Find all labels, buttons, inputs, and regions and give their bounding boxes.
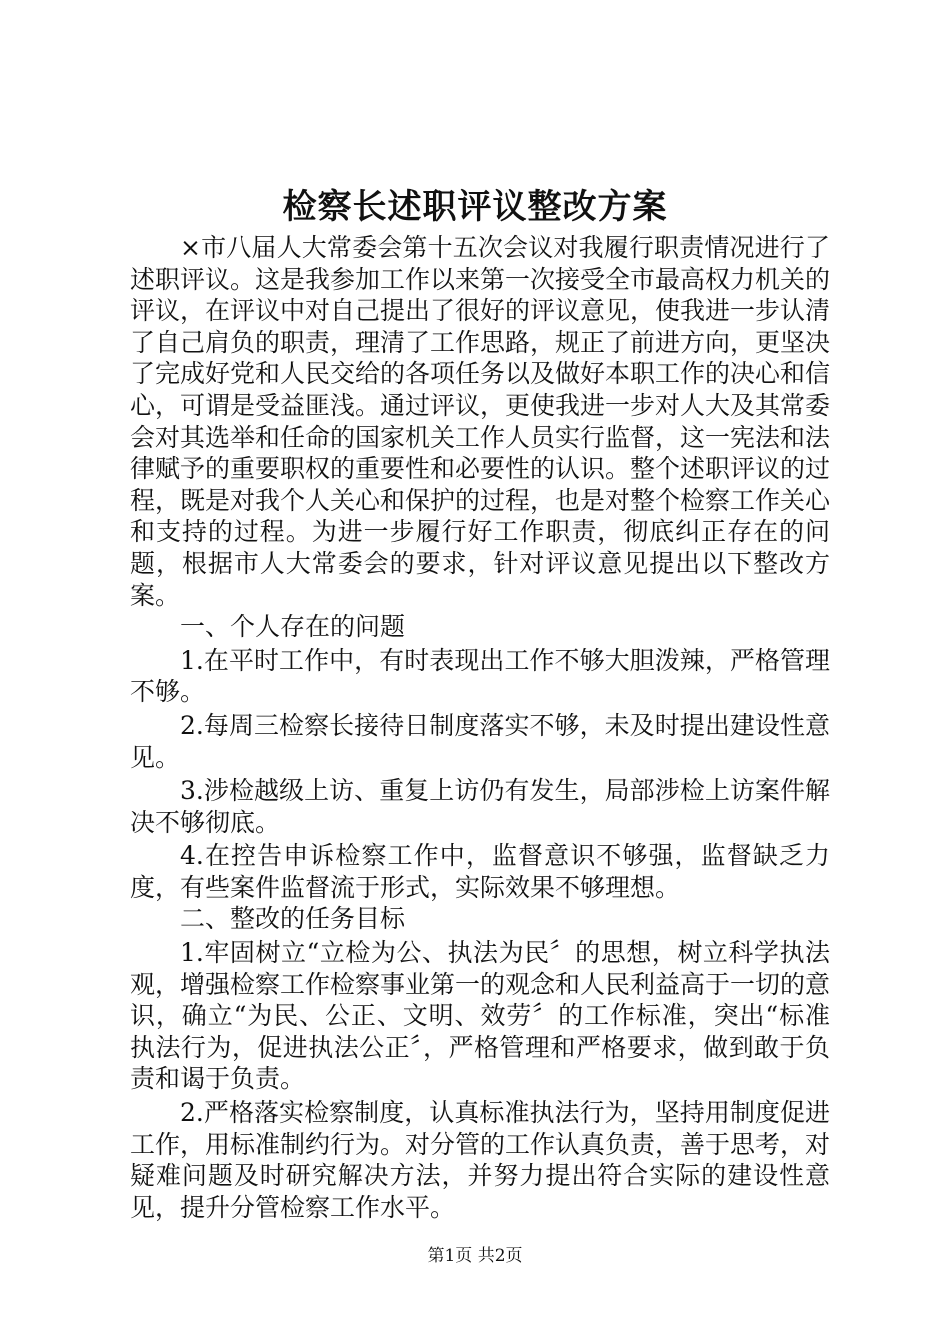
document-title: 检察长述职评议整改方案: [282, 187, 668, 227]
intro-paragraph: ×市八届人大常委会第十五次会议对我履行职责情况进行了述职评议。这是我参加工作以来第一次接受全市最高权力机关的评议，在评议中对自己提出了很好的评议意见，使我进一步认清了自己肩负的职责，理清了工作思路，规正了前进方向，更坚决了完成好党和人民交给的各项任务以及做好本职工作的决心和信心，可谓是受益匪浅。通过评议，更使我进一步对人大及其常委会对其选举和任命的国家机关工作人员实行监督，这一宪法和法律赋予的重要职权的重要性和必要性的认识。整个述职评议的过程，既是对我个人关心和保护的过程，也是对整个检察工作关心和支持的过程。为进一步履行好工作职责，彻底纠正存在的问题，根据市人大常委会的要求，针对评议意见提出以下整改方案。: [130, 233, 831, 610]
page-footer: 第1页 共2页: [427, 1246, 523, 1266]
section-heading-problems: 一、个人存在的问题: [180, 612, 406, 642]
document-body: [130, 232, 830, 1223]
problem-item-4: 4.在控告申诉检察工作中，监督意识不够强，监督缺乏力度，有些案件监督流于形式，实际效果不够理想。: [130, 841, 830, 902]
goal-item-2: 2.严格落实检察制度，认真标准执法行为，坚持用制度促进工作，用标准制约行为。对分管的工作认真负责，善于思考，对疑难问题及时研究解决方法，并努力提出符合实际的建设性意见，提升分管检察工作水平。: [130, 1098, 831, 1222]
section-heading-goals: 二、整改的任务目标: [180, 904, 406, 934]
problem-item-1: 1.在平时工作中，有时表现出工作不够大胆泼辣，严格管理不够。: [130, 645, 830, 707]
problem-item-3: 3.涉检越级上访、重复上访仍有发生，局部涉检上访案件解决不够彻底。: [130, 776, 830, 837]
problem-item-2: 2.每周三检察长接待日制度落实不够，未及时提出建设性意见。: [130, 710, 830, 772]
goal-item-1: 1.牢固树立“立检为公、执法为民〞的思想，树立科学执法观，增强检察工作检察事业第一的观念和人民利益高于一切的意识，确立“为民、公正、文明、效劳〞的工作标准，突出“标准执法行为，促进执法公正〞，严格管理和严格要求，做到敢于负责和谒于负责。: [130, 938, 831, 1094]
